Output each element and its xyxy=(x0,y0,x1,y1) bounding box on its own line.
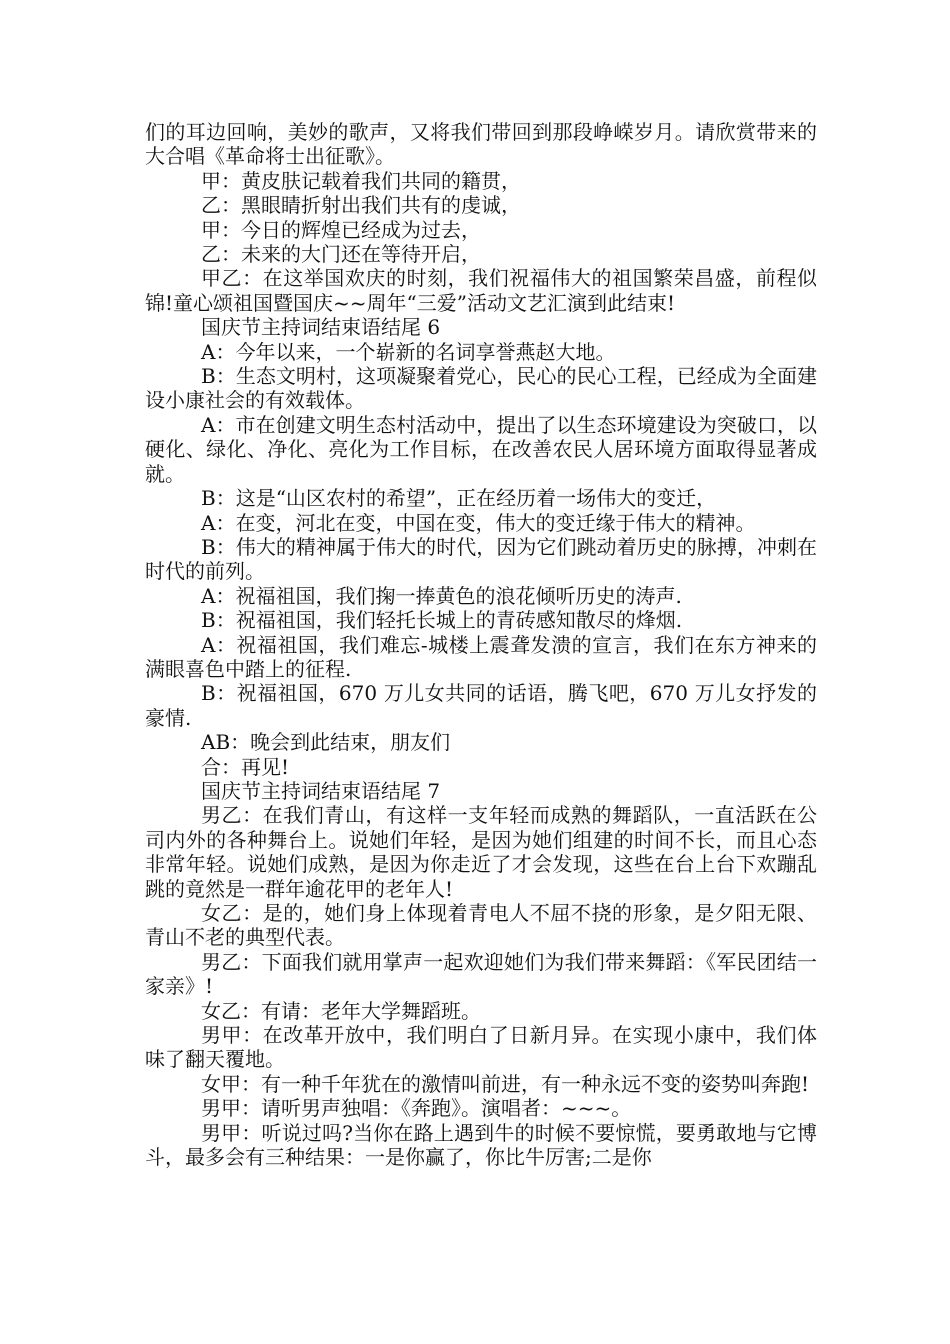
dialogue-line: 甲：黄皮肤记载着我们共同的籍贯， xyxy=(201,168,521,193)
dialogue-line: A：祝福祖国，我们掬一捧黄色的浪花倾听历史的涛声. xyxy=(201,583,682,608)
dialogue-line: B：祝福祖国，我们轻托长城上的青砖感知散尽的烽烟. xyxy=(201,608,683,633)
dialogue-line: 男乙：下面我们就用掌声一起欢迎她们为我们带来舞蹈：《军民团结一家亲》! xyxy=(145,949,817,999)
paragraph: 们的耳边回响，美妙的歌声，又将我们带回到那段峥嵘岁月。请欣赏带来的大合唱《革命将士出征歌》。 xyxy=(145,120,817,169)
dialogue-line: 乙：未来的大门还在等待开启， xyxy=(201,242,481,267)
dialogue-line: A：在变，河北在变，中国在变，伟大的变迁缘于伟大的精神。 xyxy=(201,510,756,535)
dialogue-line: 男乙：在我们青山，有这样一支年轻而成熟的舞蹈队，一直活跃在公司内外的各种舞台上。说她们年轻，是因为她们组建的时间不长，而且心态非常年轻。说她们成熟，是因为你走近了才会发现，这些在台上台下欢蹦乱跳的竟然是一群年逾花甲的老年人! xyxy=(145,803,817,901)
dialogue-line: 男甲：请听男声独唱：《奔跑》。演唱者：~~~。 xyxy=(201,1096,632,1121)
dialogue-line: 女乙：是的，她们身上体现着青电人不屈不挠的形象，是夕阳无限、青山不老的典型代表。 xyxy=(145,901,817,950)
dialogue-line: 女乙：有请：老年大学舞蹈班。 xyxy=(201,998,481,1023)
dialogue-line: A：今年以来，一个崭新的名词享誉燕赵大地。 xyxy=(201,339,616,364)
dialogue-line: 合：再见! xyxy=(201,754,290,779)
dialogue-line: 甲乙：在这举国欢庆的时刻，我们祝福伟大的祖国繁荣昌盛，前程似锦!童心颂祖国暨国庆~~周年“三爱”活动文艺汇演到此结束! xyxy=(145,266,817,315)
section-heading: 国庆节主持词结束语结尾 6 xyxy=(201,315,441,340)
dialogue-line: B：祝福祖国，670 万儿女共同的话语，腾飞吧，670 万儿女抒发的豪情. xyxy=(145,681,817,730)
dialogue-line: B：这是“山区农村的希望”，正在经历着一场伟大的变迁， xyxy=(201,486,717,511)
dialogue-line: A：市在创建文明生态村活动中，提出了以生态环境建设为突破口，以硬化、绿化、净化、亮化为工作目标，在改善农民人居环境方面取得显著成就。 xyxy=(145,412,817,486)
dialogue-line: 乙：黑眼睛折射出我们共有的虔诚， xyxy=(201,193,521,218)
dialogue-line: 男甲：听说过吗?当你在路上遇到牛的时候不要惊慌，要勇敢地与它博斗，最多会有三种结果：一是你赢了，你比牛厉害;二是你 xyxy=(145,1120,817,1170)
dialogue-line: 女甲：有一种千年犹在的激情叫前进，有一种永远不变的姿势叫奔跑! xyxy=(201,1071,810,1096)
dialogue-line: A：祝福祖国，我们难忘-城楼上震聋发溃的宣言，我们在东方神来的满眼喜色中踏上的征程. xyxy=(145,632,817,681)
section-heading: 国庆节主持词结束语结尾 7 xyxy=(201,778,441,803)
dialogue-line: 男甲：在改革开放中，我们明白了日新月异。在实现小康中，我们体味了翻天覆地。 xyxy=(145,1023,817,1072)
dialogue-line: B：生态文明村，这项凝聚着党心，民心的民心工程，已经成为全面建设小康社会的有效载体。 xyxy=(145,364,817,413)
dialogue-line: 甲：今日的辉煌已经成为过去， xyxy=(201,217,481,242)
dialogue-line: B：伟大的精神属于伟大的时代，因为它们跳动着历史的脉搏，冲刺在时代的前列。 xyxy=(145,534,817,584)
document-page xyxy=(145,120,817,1169)
dialogue-line: AB：晚会到此结束，朋友们 xyxy=(201,730,451,755)
